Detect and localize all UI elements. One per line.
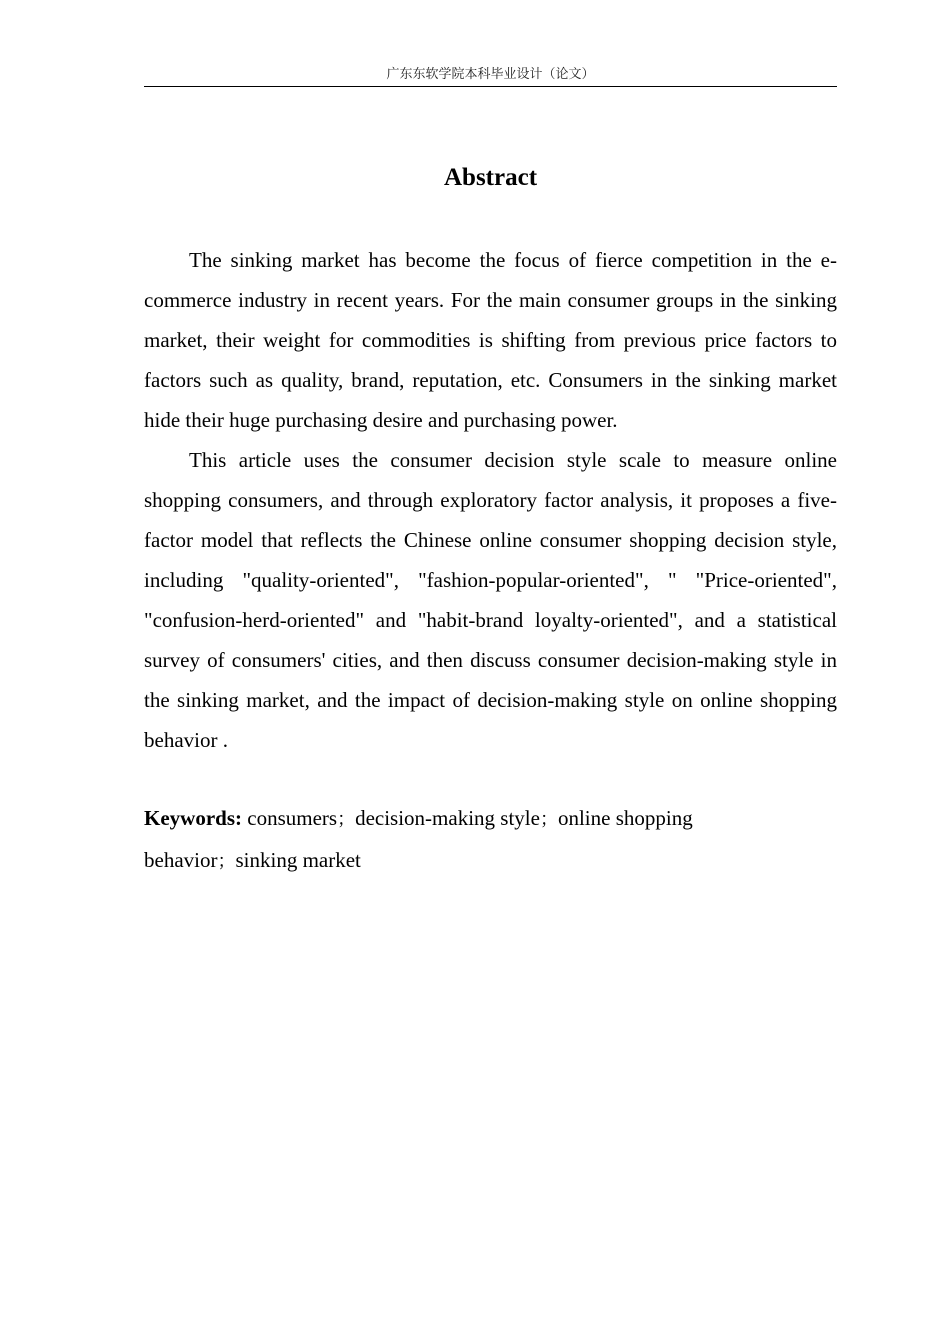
abstract-title: Abstract (443, 164, 538, 191)
running-title: 广东东软学院本科毕业设计（论文） (386, 67, 595, 82)
abstract-paragraph: The sinking market has become the focus of fierce competition in the e-commerce industry in recent years. For the main consumer groups in the sinking market, their weight for commodities is shifting from previous price factors to factors such as quality, brand, reputation, etc. Consumers in the sinking market hide their huge purchasing desire and purchasing power. (144, 248, 837, 432)
page-header (144, 66, 837, 87)
keywords-line (144, 798, 744, 882)
keywords-label: Keywords: (144, 806, 242, 830)
keyword-separator: ； (539, 809, 558, 830)
keyword-item: sinking market (235, 848, 361, 872)
abstract-body (144, 240, 837, 760)
abstract-paragraph: This article uses the consumer decision style scale to measure online shopping consumers, and through exploratory factor analysis, it proposes a five-factor model that reflects the Chinese online consumer shopping decision style, including "quality-oriented", "fashion-popular-oriented", " "Price-oriented", "confusion-herd-oriented" and "habit-brand loyalty-oriented", and a statistical survey of consumers' cities, and then discuss consumer decision-making style in the sinking market, and the impact of decision-making style on online shopping behavior . (144, 448, 837, 752)
keyword-item: decision-making style (355, 806, 540, 830)
keyword-item: consumers (247, 806, 338, 830)
keyword-item: online shopping behavior (144, 806, 693, 872)
keyword-separator: ； (337, 809, 356, 830)
keyword-separator: ； (217, 851, 236, 872)
